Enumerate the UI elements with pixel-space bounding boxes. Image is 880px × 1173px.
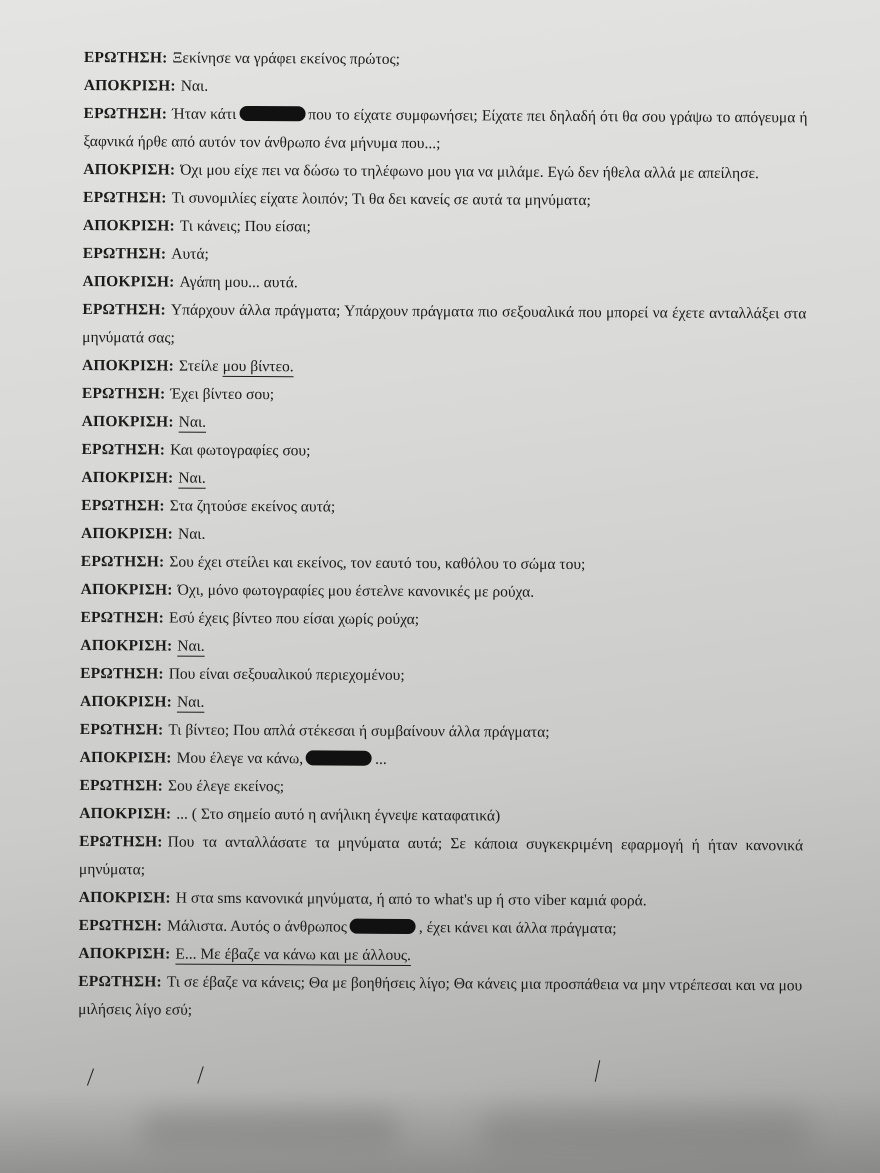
speaker-label: ΑΠΟΚΡΙΣΗ:	[80, 580, 173, 599]
speaker-label: ΕΡΩΤΗΣΗ:	[83, 188, 167, 207]
page-shadow	[0, 1090, 880, 1173]
speaker-label: ΕΡΩΤΗΣΗ:	[83, 48, 168, 67]
speaker-label: ΕΡΩΤΗΣΗ:	[81, 384, 166, 403]
speaker-label: ΑΠΟΚΡΙΣΗ:	[81, 356, 175, 375]
question-entry	[80, 716, 804, 748]
speaker-label: ΑΠΟΚΡΙΣΗ:	[80, 524, 174, 543]
speaker-label: ΑΠΟΚΡΙΣΗ:	[78, 888, 171, 907]
underlined-text: μου βίντεο.	[222, 357, 294, 376]
redaction-mark	[306, 750, 372, 765]
question-entry	[82, 296, 806, 356]
speaker-label: ΕΡΩΤΗΣΗ:	[78, 972, 162, 991]
entry-text: Έχει βίντεο σου;	[170, 385, 275, 404]
underlined-text: Ναι.	[178, 413, 207, 431]
underlined-text: Ναι.	[178, 469, 206, 487]
entry-text: Τι βίντεο; Που απλά στέκεσαι ή συμβαίνουν άλλα πράγματα;	[168, 721, 550, 741]
pen-mark	[87, 1068, 94, 1085]
entry-text: Στείλε	[178, 357, 223, 375]
entry-text: Και φωτογραφίες σου;	[170, 441, 311, 460]
question-entry	[81, 548, 805, 580]
question-entry	[79, 828, 803, 888]
entry-text: Μου έλεγε να κάνω,	[176, 749, 304, 768]
answer-entry	[80, 744, 804, 776]
speaker-label: ΑΠΟΚΡΙΣΗ:	[78, 944, 171, 963]
speaker-label: ΕΡΩΤΗΣΗ:	[82, 244, 167, 263]
entry-text: Ήταν κάτι	[172, 105, 237, 123]
answer-entry	[81, 464, 805, 496]
entry-text: Στα ζητούσε εκείνος αυτά;	[169, 497, 336, 516]
entry-text: Ξεκίνησε να γράφει εκείνος πρώτος;	[172, 49, 401, 68]
speaker-label: ΕΡΩΤΗΣΗ:	[79, 720, 164, 739]
question-entry	[83, 184, 807, 216]
answer-entry	[82, 268, 806, 300]
question-entry	[79, 912, 803, 944]
answer-entry	[82, 408, 806, 440]
entry-text: , έχει κάνει και άλλα πράγματα;	[418, 919, 617, 938]
question-entry	[83, 240, 807, 272]
answer-entry	[81, 520, 805, 552]
speaker-label: ΑΠΟΚΡΙΣΗ:	[82, 272, 175, 291]
speaker-label: ΑΠΟΚΡΙΣΗ:	[83, 160, 176, 179]
speaker-label: ΕΡΩΤΗΣΗ:	[80, 552, 165, 571]
underlined-text: Ναι.	[177, 637, 205, 655]
speaker-label: ΕΡΩΤΗΣΗ:	[78, 916, 163, 935]
entry-text: Αυτά;	[171, 245, 209, 263]
transcript-page	[78, 44, 808, 1028]
entry-text: που το είχατε συμφωνήσει; Είχατε πει δηλαδή ότι θα σου γράψω το απόγευμα ή ξαφνικά ήρθε από αυτόν τον άνθρωπο ένα μήνυμα που...;	[83, 106, 808, 153]
answer-entry	[79, 884, 803, 916]
answer-entry	[83, 156, 807, 188]
entry-text: Εσύ έχεις βίντεο που είσαι χωρίς ρούχα;	[169, 609, 420, 629]
question-entry	[79, 772, 803, 804]
speaker-label: ΕΡΩΤΗΣΗ:	[83, 104, 168, 123]
answer-entry	[78, 940, 802, 972]
entry-text: Σου έχει στείλει και εκείνος, τον εαυτό του, καθόλου το σώμα του;	[169, 553, 586, 574]
entry-text: Τι συνομιλίες είχατε λοιπόν; Τι θα δει κανείς σε αυτά τα μηνύματα;	[171, 189, 591, 210]
answer-entry	[81, 576, 805, 608]
entry-text: Σου έλεγε εκείνος;	[167, 777, 285, 796]
speaker-label: ΑΠΟΚΡΙΣΗ:	[81, 412, 174, 431]
entry-text: Τι κάνεις; Που είσαι;	[179, 217, 311, 236]
speaker-label: ΑΠΟΚΡΙΣΗ:	[80, 636, 173, 655]
redaction-mark	[239, 106, 305, 121]
speaker-label: ΕΡΩΤΗΣΗ:	[79, 832, 163, 851]
speaker-label: ΕΡΩΤΗΣΗ:	[79, 776, 164, 795]
question-entry	[82, 380, 806, 412]
speaker-label: ΕΡΩΤΗΣΗ:	[80, 608, 165, 627]
answer-entry	[83, 212, 807, 244]
underlined-text: Ε... Με έβαζε να κάνω και με άλλους.	[175, 945, 411, 965]
entry-text: Ναι.	[177, 525, 206, 543]
pen-mark	[197, 1066, 204, 1083]
redaction-mark	[350, 919, 416, 934]
underlined-text: Ναι.	[176, 693, 205, 711]
speaker-label: ΑΠΟΚΡΙΣΗ:	[82, 216, 175, 235]
speaker-label: ΕΡΩΤΗΣΗ:	[80, 664, 164, 683]
entry-text: Όχι μου είχε πει να δώσω το τηλέφωνο μου για να μιλάμε. Εγώ δεν ήθελα αλλά με απείλησε.	[180, 161, 759, 183]
answer-entry	[82, 352, 806, 384]
speaker-label: ΕΡΩΤΗΣΗ:	[81, 496, 165, 515]
question-entry	[81, 436, 805, 468]
answer-entry	[80, 688, 804, 720]
question-entry	[81, 492, 805, 524]
speaker-label: ΑΠΟΚΡΙΣΗ:	[79, 748, 172, 767]
entry-text: Αγάπη μου... αυτά.	[179, 273, 298, 292]
entry-text: Τι σε έβαζε να κάνεις; Θα με βοηθήσεις λίγο; Θα κάνεις μια προσπάθεια να μην ντρέπεσαι και να μου μιλήσεις λίγο εσύ;	[78, 973, 803, 1019]
entry-text: Υπάρχουν άλλα πράγματα; Υπάρχουν πράγματα πιο σεξουαλικά που μπορεί να έχετε ανταλλάξει στα μηνύματά σας;	[82, 301, 807, 347]
entry-text: Η στα sms κανονικά μηνύματα, ή από το what's up ή στο viber καμιά φορά.	[175, 889, 647, 910]
entry-text: Ναι.	[180, 77, 209, 95]
answer-entry	[80, 632, 804, 664]
speaker-label: ΕΡΩΤΗΣΗ:	[82, 300, 167, 319]
question-entry	[80, 604, 804, 636]
entry-text: Όχι, μόνο φωτογραφίες μου έστελνε κανονικές με ρούχα.	[177, 581, 535, 601]
entry-text: ... ( Στο σημείο αυτό η ανήλικη έγνεψε καταφατικά)	[176, 805, 501, 825]
question-entry	[84, 44, 808, 76]
answer-entry	[79, 800, 803, 832]
speaker-label: ΑΠΟΚΡΙΣΗ:	[79, 804, 172, 823]
speaker-label: ΑΠΟΚΡΙΣΗ:	[81, 468, 174, 487]
answer-entry	[84, 72, 808, 104]
speaker-label: ΑΠΟΚΡΙΣΗ:	[79, 692, 173, 711]
pen-mark	[595, 1060, 601, 1082]
speaker-label: ΑΠΟΚΡΙΣΗ:	[83, 76, 176, 95]
entry-text: Που είναι σεξουαλικού περιεχομένου;	[168, 665, 405, 684]
entry-text: ...	[375, 750, 387, 768]
question-entry	[78, 968, 802, 1028]
question-entry	[80, 660, 804, 692]
entry-text: Μάλιστα. Αυτός ο άνθρωπος	[167, 917, 347, 936]
speaker-label: ΕΡΩΤΗΣΗ:	[81, 440, 166, 459]
entry-text: Που τα ανταλλάσατε τα μηνύματα αυτά; Σε κάποια συγκεκριμένη εφαρμογή ή ήταν κανονικά μηνύματα;	[78, 833, 804, 879]
question-entry	[83, 100, 807, 160]
